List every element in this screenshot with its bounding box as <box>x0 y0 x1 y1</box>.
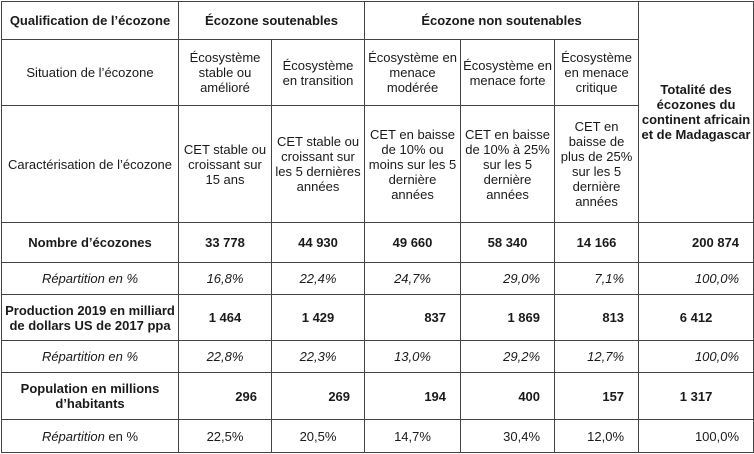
pct-cell: 29,2% <box>461 341 555 373</box>
pct-cell: 7,1% <box>555 263 639 295</box>
pct-cell: 29,0% <box>461 263 555 295</box>
pct-label: Répartition en % <box>2 341 179 373</box>
pct-cell: 12,0% <box>555 420 639 453</box>
value-cell: 296 <box>179 373 272 420</box>
ecozone-table <box>1 1 754 453</box>
characterisation-cell: CET stable ou croissant sur 15 ans <box>179 106 272 223</box>
pct-label <box>2 420 179 453</box>
total-pct-cell: 100,0% <box>639 420 754 453</box>
value-cell: 44 930 <box>272 223 365 263</box>
value-cell: 33 778 <box>179 223 272 263</box>
ecozones-pct-row <box>2 263 754 295</box>
header-row <box>2 2 754 40</box>
ecozones-row <box>2 223 754 263</box>
pct-cell: 13,0% <box>365 341 461 373</box>
total-cell: 200 874 <box>639 223 754 263</box>
value-cell: 1 429 <box>272 295 365 341</box>
pct-cell: 16,8% <box>179 263 272 295</box>
pct-label: Répartition en % <box>2 263 179 295</box>
characterisation-cell: CET stable ou croissant sur les 5 dernières années <box>272 106 365 223</box>
characterisation-cell: CET en baisse de 10% à 25% sur les 5 dernière années <box>461 106 555 223</box>
value-cell: 1 869 <box>461 295 555 341</box>
pct-cell: 22,3% <box>272 341 365 373</box>
value-cell: 157 <box>555 373 639 420</box>
pct-cell: 12,7% <box>555 341 639 373</box>
unsustainable-header: Écozone non soutenables <box>365 2 639 40</box>
pct-cell: 24,7% <box>365 263 461 295</box>
value-cell: 837 <box>365 295 461 341</box>
situation-label: Situation de l’écozone <box>2 40 179 106</box>
characterisation-cell: CET en baisse de 10% ou moins sur les 5 dernière années <box>365 106 461 223</box>
situation-cell: Écosystème en menace critique <box>555 40 639 106</box>
pct-label-italic: Répartition <box>41 428 105 444</box>
total-cell: 6 412 <box>639 295 754 341</box>
pct-cell: 22,5% <box>179 420 272 453</box>
situation-cell: Écosystème en menace modérée <box>365 40 461 106</box>
characterisation-cell: CET en baisse de plus de 25% sur les 5 dernière années <box>555 106 639 223</box>
pct-cell: 30,4% <box>461 420 555 453</box>
pct-cell: 22,4% <box>272 263 365 295</box>
situation-cell: Écosystème en menace forte <box>461 40 555 106</box>
total-pct-cell: 100,0% <box>639 341 754 373</box>
value-cell: 58 340 <box>461 223 555 263</box>
situation-cell: Écosystème en transition <box>272 40 365 106</box>
population-pct-row <box>2 420 754 453</box>
production-pct-row <box>2 341 754 373</box>
population-label: Population en millions d’habitants <box>2 373 179 420</box>
characterisation-label: Caractérisation de l’écozone <box>2 106 179 223</box>
pct-cell: 14,7% <box>365 420 461 453</box>
value-cell: 1 464 <box>179 295 272 341</box>
pct-cell: 20,5% <box>272 420 365 453</box>
total-header: Totalité des écozones du continent africain et de Madagascar <box>639 2 754 223</box>
value-cell: 400 <box>461 373 555 420</box>
value-cell: 813 <box>555 295 639 341</box>
population-row <box>2 373 754 420</box>
total-cell: 1 317 <box>639 373 754 420</box>
qualification-header: Qualification de l’écozone <box>2 2 179 40</box>
value-cell: 49 660 <box>365 223 461 263</box>
production-row <box>2 295 754 341</box>
ecozones-label: Nombre d’écozones <box>2 223 179 263</box>
total-pct-cell: 100,0% <box>639 263 754 295</box>
production-label: Production 2019 en milliard de dollars US de 2017 ppa <box>2 295 179 341</box>
situation-cell: Écosystème stable ou amélioré <box>179 40 272 106</box>
value-cell: 269 <box>272 373 365 420</box>
pct-cell: 22,8% <box>179 341 272 373</box>
value-cell: 194 <box>365 373 461 420</box>
sustainable-header: Écozone soutenables <box>179 2 365 40</box>
pct-label-rest: en % <box>104 428 139 444</box>
value-cell: 14 166 <box>555 223 639 263</box>
